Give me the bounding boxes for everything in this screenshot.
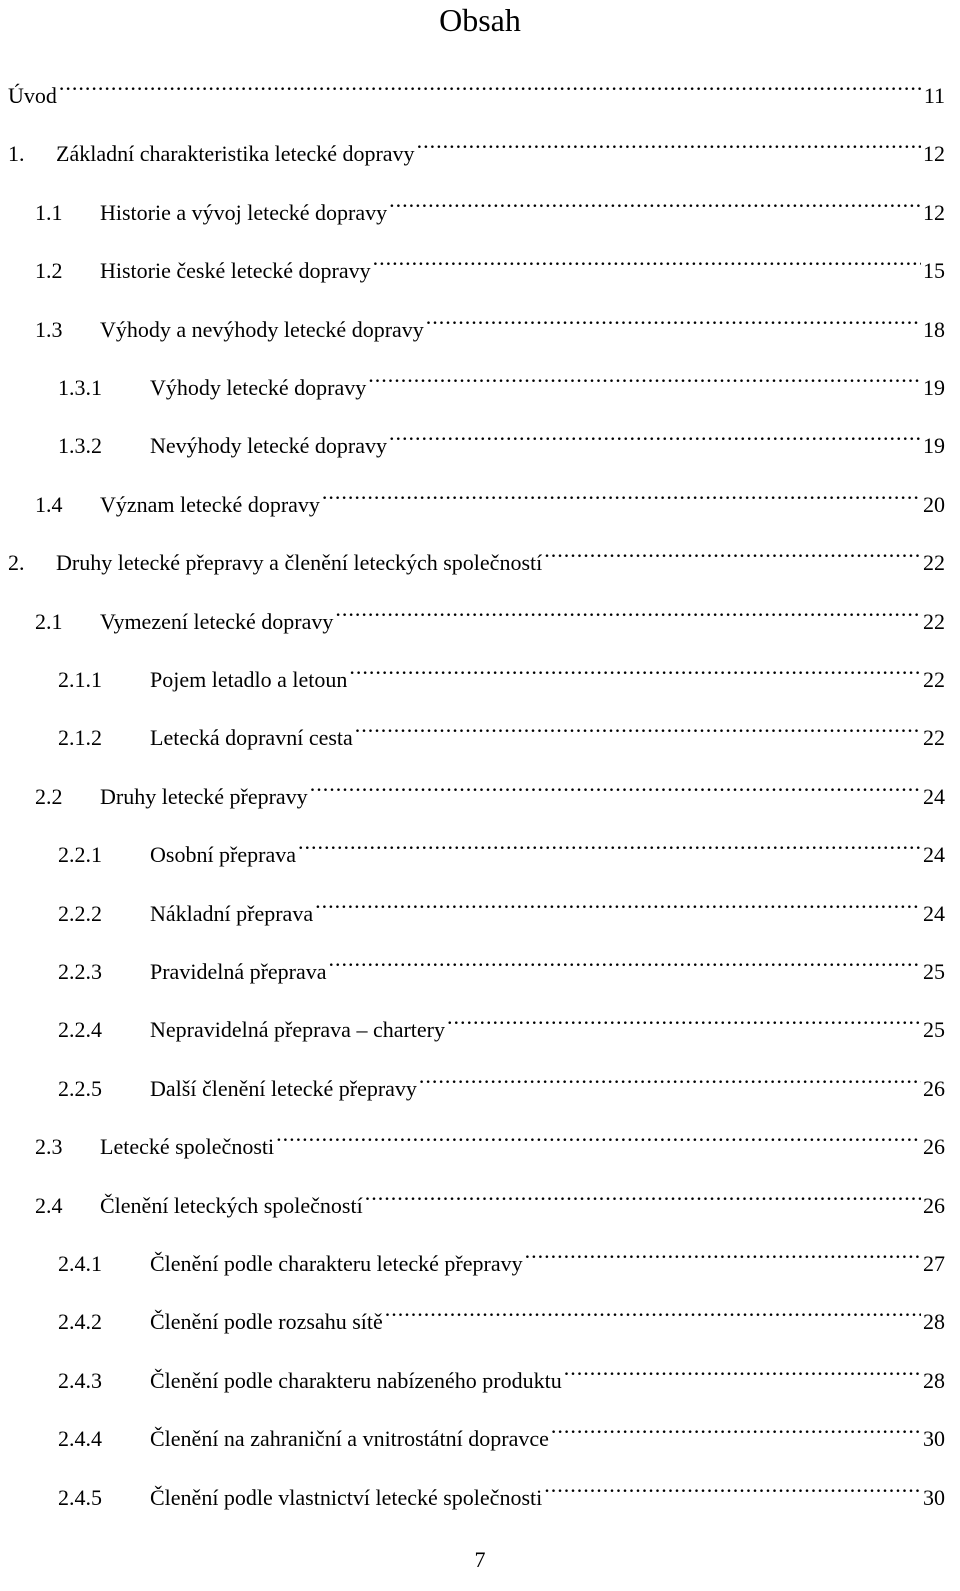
toc-entry-number: 1.3 xyxy=(35,316,63,342)
toc-entry-title: Letecká dopravní cesta xyxy=(150,725,353,751)
toc-entry-title: Nevýhody letecké dopravy xyxy=(150,433,388,459)
toc-entry[interactable] xyxy=(8,530,945,576)
toc-entry-number: 2.2.5 xyxy=(58,1075,102,1101)
toc-dot-leader xyxy=(525,1231,921,1271)
toc-entry-page: 28 xyxy=(923,1367,945,1393)
toc-dot-leader xyxy=(276,1114,921,1154)
toc-entry-page: 25 xyxy=(923,1017,945,1043)
toc-entry-title: Vymezení letecké dopravy xyxy=(100,608,334,634)
toc-entry[interactable] xyxy=(58,1465,945,1510)
toc-entry[interactable] xyxy=(58,1231,945,1276)
toc-entry-title: Nepravidelná přeprava – chartery xyxy=(150,1017,446,1043)
toc-dot-leader xyxy=(349,647,921,687)
toc-entry-number: 2.4.4 xyxy=(58,1426,102,1452)
toc-entry[interactable] xyxy=(35,764,945,809)
toc-dot-leader xyxy=(447,997,921,1037)
toc-entry-number: 2.2.1 xyxy=(58,842,102,868)
toc-entry-title: Další členění letecké přepravy xyxy=(150,1075,417,1101)
toc-entry-number: 2.4.1 xyxy=(58,1251,102,1276)
toc-dot-leader xyxy=(355,705,921,745)
toc-entry-title: Výhody a nevýhody letecké dopravy xyxy=(100,316,424,342)
toc-dot-leader xyxy=(385,1289,921,1329)
toc-dot-leader xyxy=(310,764,921,804)
toc-entry-title: Výhody letecké dopravy xyxy=(150,375,367,400)
toc-entry-title: Druhy letecké přepravy a členění leteckých společností xyxy=(56,550,543,576)
toc-entry-page: 18 xyxy=(923,316,945,342)
toc-dot-leader xyxy=(389,180,921,220)
toc-entry-page: 24 xyxy=(923,842,945,868)
toc-entry-page: 20 xyxy=(923,491,945,517)
toc-entry[interactable] xyxy=(58,997,945,1043)
toc-dot-leader xyxy=(389,413,921,453)
toc-entry[interactable] xyxy=(35,180,945,225)
toc-entry[interactable] xyxy=(58,705,945,751)
toc-dot-leader xyxy=(298,822,921,862)
toc-entry[interactable] xyxy=(58,1406,945,1452)
toc-entry-page: 22 xyxy=(923,725,945,751)
toc-entry-page: 25 xyxy=(923,959,945,984)
toc-dot-leader xyxy=(335,589,921,629)
toc-entry[interactable] xyxy=(35,1114,945,1160)
toc-entry-page: 19 xyxy=(923,433,945,459)
toc-dot-leader xyxy=(373,238,921,278)
toc-entry[interactable] xyxy=(8,121,945,167)
toc-entry-number: 2.1.2 xyxy=(58,725,102,751)
toc-entry-page: 30 xyxy=(923,1426,945,1452)
toc-entry-page: 24 xyxy=(923,783,945,809)
toc-dot-leader xyxy=(551,1406,921,1446)
toc-entry-number: 2.2.4 xyxy=(58,1017,102,1043)
toc-entry-title: Členění leteckých společností xyxy=(100,1192,363,1218)
toc-entry-number: 1.1 xyxy=(35,199,63,225)
toc-entry[interactable] xyxy=(58,881,945,926)
toc-dot-leader xyxy=(322,472,921,512)
toc-entry-number: 2.4.2 xyxy=(58,1309,102,1335)
toc-entry-title: Význam letecké dopravy xyxy=(100,491,320,517)
toc-dot-leader xyxy=(59,63,922,103)
toc-dot-leader xyxy=(564,1348,921,1388)
toc-entry[interactable] xyxy=(35,297,945,342)
toc-entry-title: Letecké společnosti xyxy=(100,1134,275,1160)
toc-entry[interactable] xyxy=(35,238,945,284)
toc-entry-number: 2.2.3 xyxy=(58,959,102,984)
toc-entry[interactable] xyxy=(58,1056,945,1101)
toc-entry-number: 1. xyxy=(8,141,25,167)
toc-entry[interactable] xyxy=(35,472,945,517)
toc-entry[interactable] xyxy=(58,413,945,459)
toc-entry-title: Pojem letadlo a letoun xyxy=(150,667,348,692)
toc-entry-page: 19 xyxy=(923,375,945,400)
toc-entry-title: Členění podle charakteru letecké přepravy xyxy=(150,1251,523,1276)
toc-dot-leader xyxy=(544,530,921,570)
toc-entry-number: 2.4.5 xyxy=(58,1484,102,1510)
toc-entry-number: 1.3.1 xyxy=(58,375,102,400)
toc-entry-number: 2.4 xyxy=(35,1192,63,1218)
toc-entry[interactable] xyxy=(58,822,945,868)
toc-entry-title: Členění podle rozsahu sítě xyxy=(150,1309,383,1335)
toc-entry-page: 24 xyxy=(923,900,945,926)
toc-entry[interactable] xyxy=(58,1289,945,1335)
toc-dot-leader xyxy=(417,121,921,161)
toc-dot-leader xyxy=(419,1056,921,1096)
toc-entry-number: 1.3.2 xyxy=(58,433,102,459)
toc-entry-title: Základní charakteristika letecké dopravy xyxy=(56,141,415,167)
toc-entry-page: 27 xyxy=(923,1251,945,1276)
toc-entry-page: 30 xyxy=(923,1484,945,1510)
toc-entry-title: Členění podle charakteru nabízeného produktu xyxy=(150,1367,562,1393)
toc-entry-number: 2.3 xyxy=(35,1134,63,1160)
toc-entry-title: Členění na zahraniční a vnitrostátní dopravce xyxy=(150,1426,549,1452)
toc-entry[interactable] xyxy=(58,1348,945,1393)
toc-entry-title: Úvod xyxy=(8,83,57,108)
toc-entry-page: 28 xyxy=(923,1309,945,1335)
toc-entry-number: 1.4 xyxy=(35,491,63,517)
toc-dot-leader xyxy=(426,297,921,337)
toc-entry-page: 15 xyxy=(923,258,945,284)
toc-entry-page: 26 xyxy=(923,1134,945,1160)
page-title: Obsah xyxy=(439,2,521,38)
toc-dot-leader xyxy=(368,355,921,395)
toc-entry[interactable] xyxy=(58,647,945,692)
toc-entry-title: Členění podle vlastnictví letecké společnosti xyxy=(150,1484,543,1510)
toc-entry-page: 22 xyxy=(923,608,945,634)
toc-entry-number: 2.2.2 xyxy=(58,900,102,926)
toc-entry-title: Nákladní přeprava xyxy=(150,900,314,926)
toc-entry[interactable] xyxy=(8,63,945,108)
toc-entry-page: 22 xyxy=(923,550,945,576)
toc-entry-number: 2.1 xyxy=(35,608,63,634)
toc-entry-page: 12 xyxy=(923,199,945,225)
toc-entry-page: 26 xyxy=(923,1075,945,1101)
toc-entry-title: Druhy letecké přepravy xyxy=(100,783,308,809)
toc-entry[interactable] xyxy=(58,939,945,984)
toc-entry-title: Osobní přeprava xyxy=(150,842,297,868)
toc-dot-leader xyxy=(329,939,921,979)
toc-entry-title: Historie české letecké dopravy xyxy=(100,258,371,284)
toc-entry-page: 22 xyxy=(923,667,945,692)
toc-entry[interactable] xyxy=(35,589,945,634)
toc-entry[interactable] xyxy=(35,1173,945,1218)
toc-entry-title: Pravidelná přeprava xyxy=(150,959,327,984)
toc-dot-leader xyxy=(544,1465,921,1505)
toc-dot-leader xyxy=(315,881,921,921)
toc-entry-number: 2.4.3 xyxy=(58,1367,102,1393)
toc-entry[interactable] xyxy=(58,355,945,400)
toc-entry-page: 12 xyxy=(923,141,945,167)
toc-entry-title: Historie a vývoj letecké dopravy xyxy=(100,199,388,225)
page-number: 7 xyxy=(474,1547,486,1572)
toc-entry-number: 2. xyxy=(8,550,25,576)
toc-entry-number: 2.1.1 xyxy=(58,667,102,692)
toc-entry-page: 26 xyxy=(923,1192,945,1218)
toc-dot-leader xyxy=(365,1173,921,1213)
toc-entry-page: 11 xyxy=(923,83,945,108)
toc-entry-number: 1.2 xyxy=(35,258,63,284)
toc-entry-number: 2.2 xyxy=(35,783,63,809)
